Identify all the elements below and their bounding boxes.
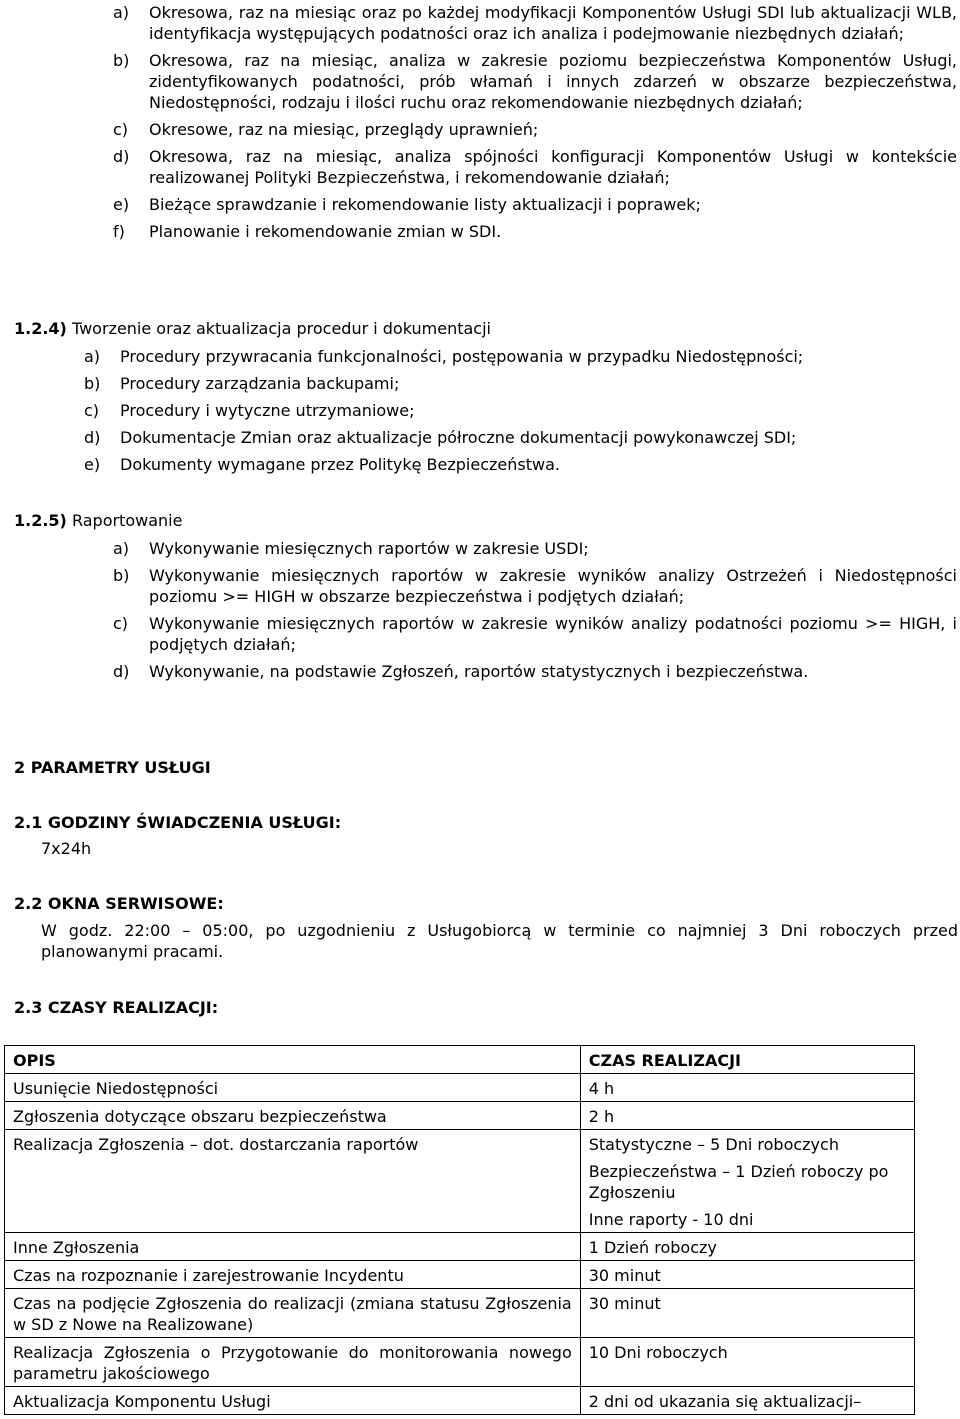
list-item: a) Procedury przywracania funkcjonalności, postępowania w przypadku Niedostępności;	[84, 347, 804, 366]
reporting-list	[113, 538, 957, 688]
list-item: a) Okresowa, raz na miesiąc oraz po każdej modyfikacji Komponentów Usługi SDI lub aktualizacji WLB, identyfikacja występujących podatności oraz ich analiza i podejmowanie niezbędnych działań;	[113, 3, 957, 43]
section-heading-2: 2 PARAMETRY USŁUGI	[14, 758, 211, 777]
list-item: c) Okresowe, raz na miesiąc, przeglądy uprawnień;	[113, 120, 539, 139]
realization-times-table	[4, 1045, 915, 1415]
maintenance-task-list	[113, 2, 957, 248]
section-heading-2-2: 2.2 OKNA SERWISOWE:	[14, 894, 224, 913]
list-item: d) Wykonywanie, na podstawie Zgłoszeń, raportów statystycznych i bezpieczeństwa.	[113, 662, 809, 681]
section-heading-1-2-4: 1.2.4) Tworzenie oraz aktualizacja procedur i dokumentacji	[14, 319, 491, 338]
service-window-value: W godz. 22:00 – 05:00, po uzgodnieniu z Usługobiorcą w terminie co najmniej 3 Dni roboczych przed planowanymi pracami.	[41, 921, 958, 961]
list-item: b) Okresowa, raz na miesiąc, analiza w zakresie poziomu bezpieczeństwa Komponentów Usługi, zidentyfikowanych podatności, prób włamań i innych zdarzeń w obszarze bezpieczeństwa, Niedostępności, rodzaju i ilości ruchu oraz rekomendowanie niezbędnych działań;	[113, 51, 957, 112]
section-heading-1-2-5: 1.2.5) Raportowanie	[14, 511, 183, 530]
list-item: c) Wykonywanie miesięcznych raportów w zakresie wyników analizy podatności poziomu >= HIGH, i podjętych działań;	[113, 614, 957, 654]
list-item: b) Wykonywanie miesięcznych raportów w zakresie wyników analizy Ostrzeżeń i Niedostępności poziomu >= HIGH w obszarze bezpieczeństwa i podjętych działań;	[113, 566, 957, 606]
list-item: c) Procedury i wytyczne utrzymaniowe;	[84, 401, 415, 420]
column-header-time: CZAS REALIZACJI	[580, 1046, 914, 1074]
section-heading-2-3: 2.3 CZASY REALIZACJI:	[14, 998, 219, 1017]
table-row: Inne Zgłoszenia 1 Dzień roboczy	[5, 1233, 915, 1261]
table-row: Czas na rozpoznanie i zarejestrowanie Incydentu 30 minut	[5, 1261, 915, 1289]
table-row: Zgłoszenia dotyczące obszaru bezpieczeństwa 2 h	[5, 1102, 915, 1130]
table-row: Realizacja Zgłoszenia o Przygotowanie do monitorowania nowego parametru jakościowego 10 Dni roboczych	[5, 1338, 915, 1387]
list-item: e) Bieżące sprawdzanie i rekomendowanie listy aktualizacji i poprawek;	[113, 195, 701, 214]
list-item: d) Dokumentacje Zmian oraz aktualizacje półroczne dokumentacji powykonawczej SDI;	[84, 428, 797, 447]
section-heading-2-1: 2.1 GODZINY ŚWIADCZENIA USŁUGI:	[14, 813, 342, 832]
list-item: f) Planowanie i rekomendowanie zmian w SDI.	[113, 222, 502, 241]
service-hours-value: 7x24h	[41, 839, 92, 858]
list-item: b) Procedury zarządzania backupami;	[84, 374, 400, 393]
list-item: a) Wykonywanie miesięcznych raportów w zakresie USDI;	[113, 539, 589, 558]
table-row: Czas na podjęcie Zgłoszenia do realizacji (zmiana statusu Zgłoszenia w SD z Nowe na Realizowane) 30 minut	[5, 1289, 915, 1338]
table-row: Aktualizacja Komponentu Usługi 2 dni od ukazania się aktualizacji–	[5, 1387, 915, 1415]
table-row: Realizacja Zgłoszenia – dot. dostarczania raportów Statystyczne – 5 Dni roboczych Bezpieczeństwa – 1 Dzień roboczy po Zgłoszeniu Inne raporty - 10 dni	[5, 1130, 915, 1233]
list-item: e) Dokumenty wymagane przez Politykę Bezpieczeństwa.	[84, 455, 560, 474]
column-header-description: OPIS	[5, 1046, 581, 1074]
table-header-row	[5, 1046, 915, 1074]
table-row: Usunięcie Niedostępności 4 h	[5, 1074, 915, 1102]
procedures-list	[84, 346, 960, 481]
list-item: d) Okresowa, raz na miesiąc, analiza spójności konfiguracji Komponentów Usługi w kontekście realizowanej Polityki Bezpieczeństwa, i rekomendowanie działań;	[113, 147, 957, 187]
